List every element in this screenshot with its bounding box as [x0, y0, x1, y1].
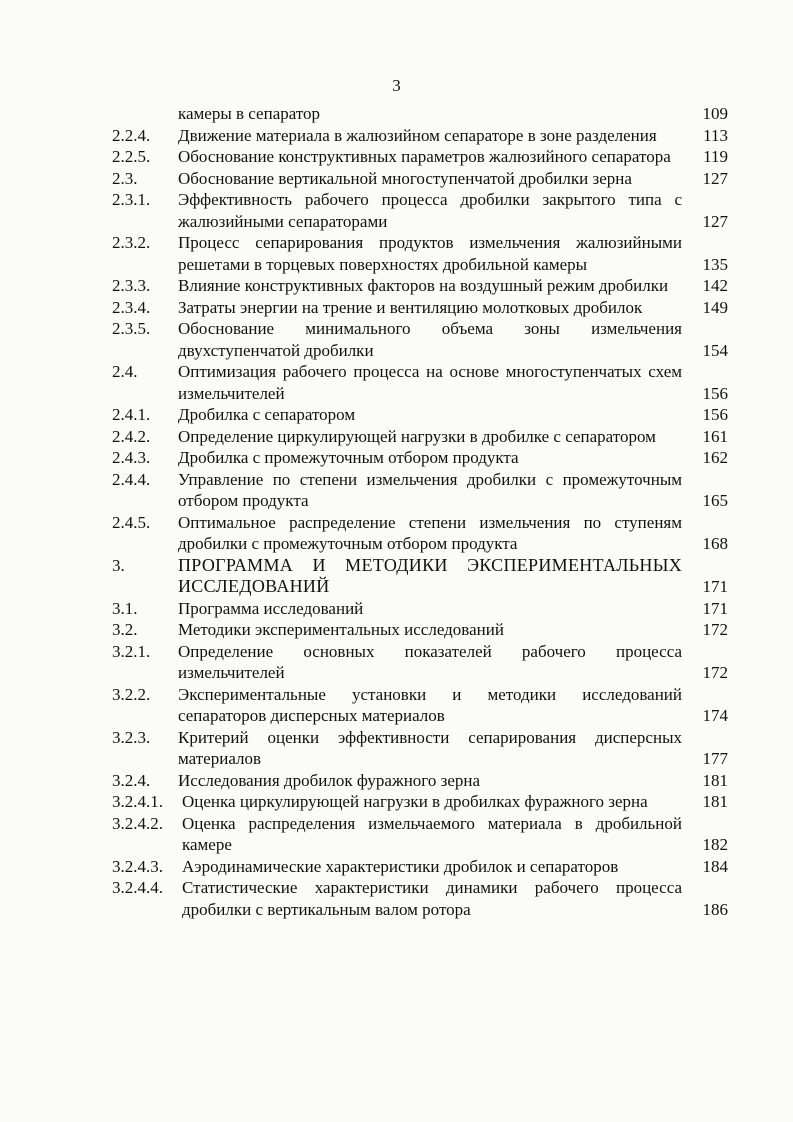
toc-entry	[112, 426, 728, 448]
toc-chapter-entry	[112, 555, 728, 598]
toc-entry-title: Определение основных показателей рабочего процесса измельчителей	[178, 641, 682, 682]
toc-entry-page: 174	[702, 706, 728, 725]
toc-entry-title: Экспериментальные установки и методики исследований сепараторов дисперсных материалов	[178, 684, 682, 725]
toc-entry-number: 2.3.1.	[112, 190, 151, 209]
toc-entry-number: 2.3.	[112, 168, 138, 188]
toc-entry-title: Обоснование конструктивных параметров жалюзийного сепаратора	[178, 147, 671, 166]
toc-entry-number: 2.4.2.	[112, 426, 151, 446]
toc-entry-title: Статистические характеристики динамики рабочего процесса дробилки с вертикальным валом ротора	[182, 878, 682, 919]
toc-entry-page: 165	[702, 491, 728, 510]
toc-entry	[112, 168, 728, 190]
toc-entry-number: 2.2.5.	[112, 147, 151, 166]
toc-entry-number: 2.4.3.	[112, 448, 151, 467]
toc-entry-number: 3.2.4.3.	[112, 856, 163, 876]
toc-entry-page: 119	[703, 147, 728, 166]
toc-entry-title: Обоснование минимального объема зоны измельчения двухступенчатой дробилки	[178, 319, 682, 360]
toc-entry-page: 181	[702, 770, 728, 790]
toc-entry	[112, 404, 728, 426]
toc-entry-page: 186	[702, 899, 728, 919]
toc-entry	[112, 619, 728, 641]
toc-entry-title: Исследования дробилок фуражного зерна	[178, 770, 481, 790]
toc-entry	[112, 146, 728, 168]
toc-entry-page: 171	[702, 598, 728, 618]
toc-entry-page: 168	[702, 534, 728, 553]
toc-entry-number: 2.4.4.	[112, 469, 151, 489]
toc-entry-page: 156	[702, 383, 728, 403]
toc-entry	[112, 361, 728, 404]
toc-entry-number: 2.4.	[112, 362, 138, 381]
toc-entry-page: 127	[702, 211, 728, 231]
toc-entry-number: 3.2.3.	[112, 727, 151, 747]
toc-entry	[112, 189, 728, 232]
toc-entry-title: Аэродинамические характеристики дробилок и сепараторов	[182, 856, 619, 876]
toc-entry-number: 3.2.2.	[112, 684, 151, 704]
toc-entry-title: Процесс сепарирования продуктов измельчения жалюзийными решетами в торцевых поверхностях дробильной камеры	[178, 233, 682, 274]
toc-entry-number: 2.2.4.	[112, 125, 151, 145]
toc-entry-page: 109	[702, 104, 728, 123]
toc-entry	[112, 297, 728, 319]
page-number: 3	[392, 76, 401, 95]
toc-entry-page: 181	[702, 792, 728, 811]
toc-entry-title: Затраты энергии на трение и вентиляцию молотковых дробилок	[178, 297, 643, 317]
toc-entry-title: ПРОГРАММА И МЕТОДИКИ ЭКСПЕРИМЕНТАЛЬНЫХ ИССЛЕДОВАНИЙ	[178, 554, 682, 596]
toc-entry	[112, 856, 728, 878]
toc-entry-page: 154	[702, 340, 728, 360]
toc-entry	[112, 813, 728, 856]
toc-entry-number: 3.2.4.	[112, 770, 151, 790]
toc-entry-number: 2.3.3.	[112, 276, 151, 295]
toc-entry-page: 135	[702, 254, 728, 274]
toc-entry-title: Влияние конструктивных факторов на воздушный режим дробилки	[178, 276, 669, 295]
toc-entry	[112, 103, 728, 125]
toc-entry-title: Обоснование вертикальной многоступенчатой дробилки зерна	[178, 168, 632, 188]
toc-entry-page: 127	[702, 168, 728, 188]
toc-entry	[112, 770, 728, 792]
toc-entry-page: 149	[702, 297, 728, 317]
toc-entry-page: 177	[702, 749, 728, 768]
toc-entry-number: 2.4.5.	[112, 512, 151, 532]
toc-entry-number: 2.3.5.	[112, 319, 151, 338]
toc-entry	[112, 641, 728, 684]
toc-entry-title: Оптимизация рабочего процесса на основе многоступенчатых схем измельчителей	[178, 362, 682, 403]
toc-entry-number: 2.3.4.	[112, 297, 151, 317]
toc-entry	[112, 447, 728, 469]
toc-entry	[112, 877, 728, 920]
toc-entry-number: 2.4.1.	[112, 405, 151, 424]
toc-entry-page: 161	[702, 426, 728, 446]
toc-entry-title: Управление по степени измельчения дробилки с промежуточным отбором продукта	[178, 469, 682, 510]
toc-entry-title: Дробилка с промежуточным отбором продукта	[178, 448, 519, 467]
toc-entry-title: камеры в сепаратор	[178, 104, 321, 123]
toc-entry-title: Оптимальное распределение степени измельчения по ступеням дробилки с промежуточным отбором продукта	[178, 512, 682, 553]
toc-entry-number: 3.1.	[112, 598, 138, 618]
toc-entry	[112, 469, 728, 512]
toc-entry-page: 162	[702, 448, 728, 467]
toc-entry	[112, 684, 728, 727]
toc-entry	[112, 791, 728, 813]
toc-entry	[112, 232, 728, 275]
toc-entry-page: 156	[702, 405, 728, 424]
toc-entry-page: 171	[702, 577, 728, 596]
toc-entry-page: 142	[702, 276, 728, 295]
toc-entry	[112, 512, 728, 555]
toc-entry-number: 3.2.4.4.	[112, 878, 163, 897]
toc-entry-title: Методики экспериментальных исследований	[178, 620, 504, 639]
toc-entry-page: 172	[702, 663, 728, 682]
toc-entry-title: Критерий оценки эффективности сепарирования дисперсных материалов	[178, 727, 682, 768]
toc-entry-page: 113	[703, 125, 728, 145]
toc-entry	[112, 598, 728, 620]
toc-entry-title: Программа исследований	[178, 598, 364, 618]
toc-entry-title: Эффективность рабочего процесса дробилки закрытого типа с жалюзийными сепараторами	[178, 190, 682, 231]
toc-entry-number: 3.2.4.2.	[112, 813, 163, 833]
toc-entry-title: Оценка циркулирующей нагрузки в дробилках фуражного зерна	[182, 792, 648, 811]
toc-entry	[112, 125, 728, 147]
toc-entry-title: Оценка распределения измельчаемого материала в дробильной камере	[182, 813, 682, 854]
toc-entry-number: 2.3.2.	[112, 233, 151, 252]
toc-entry-title: Движение материала в жалюзийном сепараторе в зоне разделения	[178, 125, 657, 145]
toc-entry-number: 3.	[112, 555, 125, 575]
toc-entry-title: Дробилка с сепаратором	[178, 405, 356, 424]
toc-entry-number: 3.2.	[112, 620, 138, 639]
toc-entry	[112, 727, 728, 770]
toc-entry	[112, 318, 728, 361]
toc-entry	[112, 275, 728, 297]
toc-entry-page: 182	[702, 835, 728, 854]
toc-entry-title: Определение циркулирующей нагрузки в дробилке с сепаратором	[178, 426, 656, 446]
toc-entry-number: 3.2.4.1.	[112, 792, 163, 811]
toc-entry-number: 3.2.1.	[112, 641, 151, 661]
table-of-contents	[112, 103, 728, 920]
toc-entry-page: 184	[702, 856, 728, 876]
toc-entry-page: 172	[702, 620, 728, 639]
